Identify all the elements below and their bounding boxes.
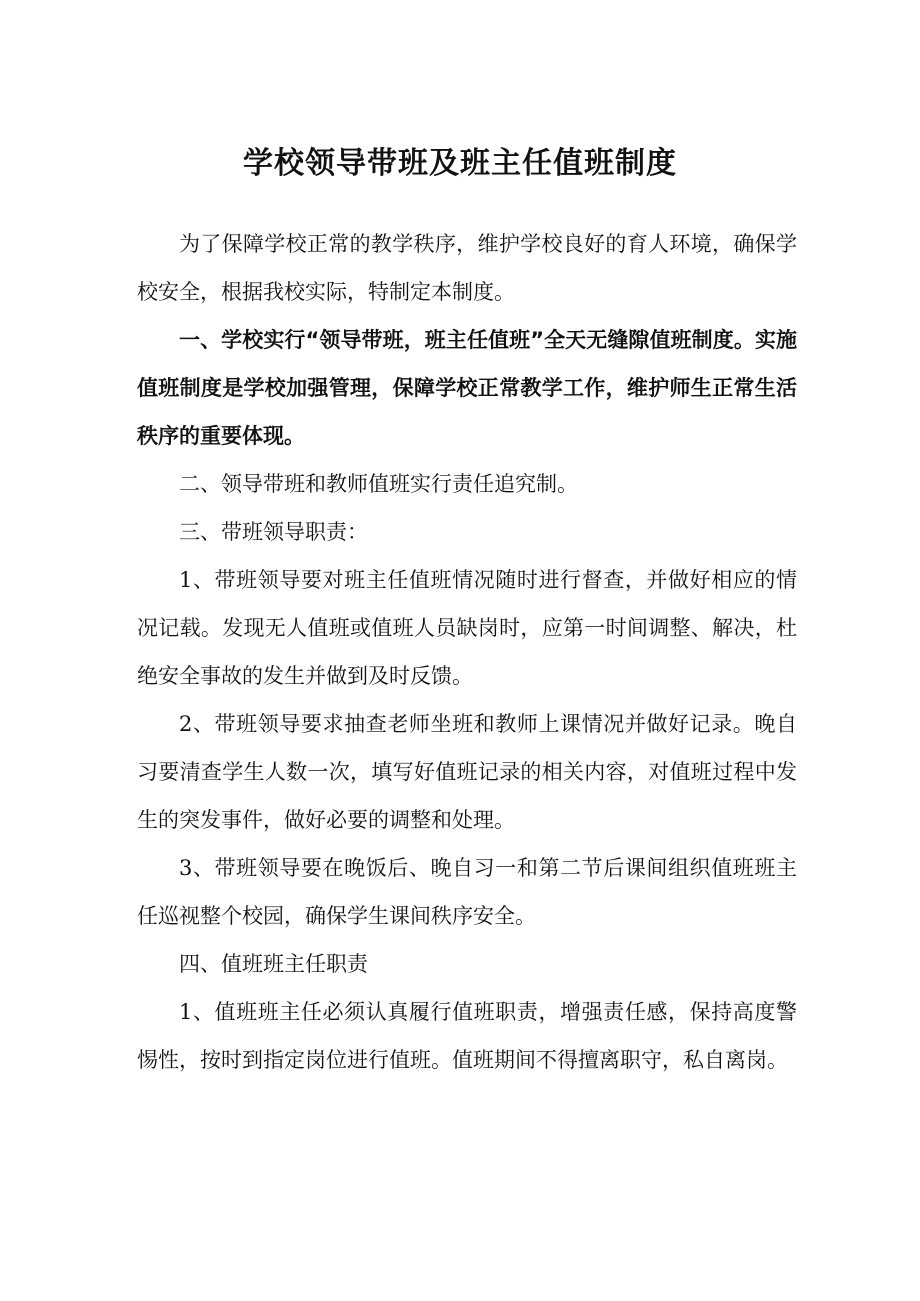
paragraph-section-4-item-1: 1、值班班主任必须认真履行值班职责，增强责任感，保持高度警惕性，按时到指定岗位进行值班。值班期间不得擅离职守，私自离岗。 [137, 1000, 797, 1072]
paragraph-section-1: 一、学校实行“领导带班，班主任值班”全天无缝隙值班制度。实施值班制度是学校加强管理，保障学校正常教学工作，维护师生正常生活秩序的重要体现。 [137, 328, 797, 448]
paragraph-intro: 为了保障学校正常的教学秩序，维护学校良好的育人环境，确保学校安全，根据我校实际，特制定本制度。 [137, 232, 797, 304]
paragraph-section-3-item-2: 2、带班领导要求抽查老师坐班和教师上课情况并做好记录。晚自习要清查学生人数一次，填写好值班记录的相关内容，对值班过程中发生的突发事件，做好必要的调整和处理。 [137, 712, 797, 832]
document-title: 学校领导带班及班主任值班制度 [243, 146, 677, 181]
paragraph-section-4-heading: 四、值班班主任职责 [179, 952, 368, 976]
paragraph-section-2: 二、领导带班和教师值班实行责任追究制。 [179, 472, 578, 496]
document-body [137, 220, 797, 1084]
paragraph-section-3-item-3: 3、带班领导要在晚饭后、晚自习一和第二节后课间组织值班班主任巡视整个校园，确保学生课间秩序安全。 [137, 856, 797, 928]
paragraph-section-3-heading: 三、带班领导职责： [179, 520, 368, 544]
paragraph-section-3-item-1: 1、带班领导要对班主任值班情况随时进行督查，并做好相应的情况记载。发现无人值班或值班人员缺岗时，应第一时间调整、解决，杜绝安全事故的发生并做到及时反馈。 [137, 568, 797, 688]
